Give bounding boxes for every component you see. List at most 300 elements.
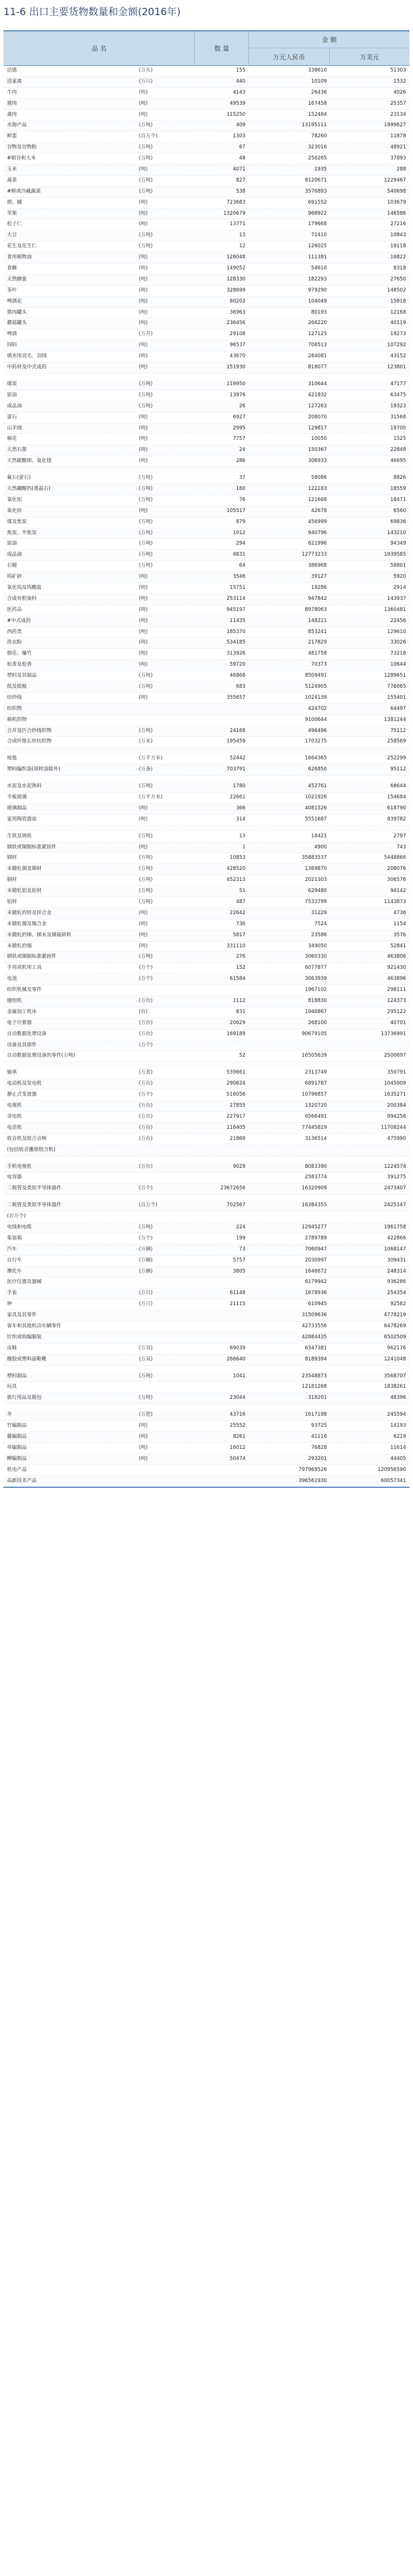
table-row [3, 1432, 410, 1443]
row-unit: (万台) [138, 1113, 153, 1120]
row-amount-usd: 252299 [387, 755, 406, 762]
row-unit: (万吨) [138, 899, 153, 905]
row-unit: (吨) [138, 447, 148, 453]
table-row [3, 1310, 410, 1321]
row-quantity: 428520 [226, 866, 245, 872]
table-row [3, 594, 410, 605]
row-unit: (万吨) [138, 403, 153, 409]
row-amount-usd: 1229467 [384, 177, 406, 183]
row-name: 收音机及组合音响 [7, 1135, 47, 1142]
row-amount-rmb: 42678 [311, 507, 327, 514]
row-quantity: 126048 [226, 254, 245, 261]
row-quantity: 534185 [226, 639, 245, 646]
row-unit: (万只) [138, 1301, 153, 1307]
row-quantity: 286 [236, 458, 245, 464]
row-quantity [193, 1211, 248, 1222]
row-quantity: 539661 [226, 1070, 245, 1076]
page-title: 11-6 出口主要货物数量和金额(2016年) [3, 6, 181, 18]
row-quantity: 13976 [229, 392, 245, 398]
row-quantity: 23044 [229, 1395, 245, 1401]
table-row [3, 1101, 410, 1112]
row-amount-rmb: 12773233 [301, 552, 327, 558]
table-row [3, 187, 410, 198]
row-unit: (万吨) [138, 188, 153, 194]
row-amount-usd: 22456 [390, 617, 406, 624]
row-amount-rmb: 1664365 [305, 755, 327, 762]
row-unit: (万个) [138, 1042, 153, 1048]
row-name: 谷物及谷物粉 [7, 144, 37, 151]
table-row [3, 1079, 410, 1090]
row-name: 玉米 [7, 166, 17, 173]
row-name: 静止式变流器 [7, 1092, 37, 1098]
row-name: 活家禽 [7, 78, 22, 84]
row-amount-rmb: 979290 [308, 287, 327, 293]
row-quantity: 313926 [226, 651, 245, 657]
row-amount-usd: 3576 [393, 932, 406, 938]
row-name: 自动数据处理设备的零件(万吨) [7, 1053, 76, 1059]
row-amount-usd: 288 [396, 166, 406, 173]
row-name: 塑料及其制品 [7, 673, 37, 679]
row-unit: (吨) [138, 617, 148, 624]
header-item: 品 名 [3, 31, 195, 65]
row-amount-rmb: 8509491 [305, 673, 327, 679]
row-unit: (万吨) [138, 727, 153, 734]
table-row [3, 1200, 410, 1211]
row-spacer [3, 1366, 410, 1372]
row-quantity [193, 1310, 248, 1321]
row-unit [139, 1277, 193, 1288]
export-table [3, 30, 410, 1488]
row-unit: (吨) [138, 458, 148, 464]
row-name: (百万个) [7, 1213, 26, 1220]
row-amount-usd: 1525 [393, 436, 406, 442]
table-row [3, 1211, 410, 1223]
row-unit: (万台) [138, 1163, 153, 1170]
row-quantity: 49539 [229, 100, 245, 106]
row-amount-usd: 1224574 [384, 1163, 406, 1170]
row-quantity: 160 [236, 485, 245, 492]
row-name: 电容器 [7, 1174, 22, 1181]
row-amount-rmb: 481758 [308, 651, 327, 657]
row-amount-usd: 1045909 [384, 1081, 406, 1087]
row-quantity: 8261 [233, 1433, 245, 1440]
row-amount-rmb: 8978063 [305, 606, 327, 613]
table-row [3, 804, 410, 815]
row-amount-rmb: 349050 [308, 943, 327, 949]
row-quantity: 276 [236, 954, 245, 960]
row-amount-rmb: 452761 [308, 783, 327, 790]
row-quantity: 24168 [229, 727, 245, 734]
row-amount-rmb: 93725 [311, 1423, 327, 1429]
row-quantity: 355657 [226, 694, 245, 701]
row-amount-usd: 11878 [390, 133, 406, 140]
table-row [3, 1421, 410, 1432]
row-unit: (吨) [138, 584, 148, 591]
row-amount-rmb: 179668 [308, 221, 327, 228]
row-amount-rmb: 10109 [311, 78, 327, 84]
row-unit: (吨) [138, 1423, 148, 1429]
row-amount-usd: 1241048 [384, 1356, 406, 1362]
row-quantity: 21115 [229, 1301, 245, 1307]
row-amount-usd: 10644 [390, 662, 406, 668]
row-amount-rmb: 122183 [308, 485, 327, 492]
row-unit: (吨) [138, 909, 148, 916]
row-amount-usd: 6219 [393, 1433, 406, 1440]
row-name: 未锻轧铝及铝材 [7, 888, 42, 894]
row-amount-usd: 254354 [387, 1290, 406, 1296]
row-name: 藤编制品 [7, 1433, 27, 1440]
row-unit [139, 1145, 193, 1156]
header-quantity: 数 量 [195, 31, 249, 65]
row-name: 啤酒 [7, 331, 17, 337]
row-name: 蔬菜 [7, 177, 17, 183]
table-row [3, 1145, 410, 1156]
table-row [3, 1123, 410, 1134]
row-name: 烟花、爆竹 [7, 651, 32, 657]
row-name: 医疗仪器及器械 [7, 1279, 42, 1285]
row-amount-usd: 1289651 [384, 673, 406, 679]
row-amount-usd: 123801 [387, 364, 406, 371]
row-amount-usd: 58801 [390, 563, 406, 569]
row-name: 未锻轧锡及锡合金 [7, 921, 47, 927]
row-amount-rmb: 19286 [311, 584, 327, 591]
row-name: 天然石墨 [7, 447, 27, 453]
table-row [3, 1234, 410, 1245]
row-amount-usd: 475990 [387, 1135, 406, 1142]
table-row [3, 473, 410, 484]
row-amount-usd: 148502 [387, 287, 406, 293]
table-row [3, 765, 410, 776]
row-amount-usd: 422866 [387, 1235, 406, 1241]
table-row [3, 815, 410, 826]
table-row [3, 329, 410, 340]
row-name: 氟石(萤石) [7, 475, 31, 481]
row-amount-usd: 208076 [387, 866, 406, 872]
row-quantity: 13 [239, 833, 245, 839]
row-name: 地毯 [7, 755, 17, 762]
row-amount-rmb: 1678936 [305, 1290, 327, 1296]
row-quantity: 3805 [233, 1268, 245, 1274]
row-unit: (吨) [138, 342, 148, 349]
row-name: 禽肉 [7, 111, 17, 118]
row-amount-rmb: 167458 [308, 100, 327, 106]
table-row [3, 318, 410, 329]
row-name: 家具及其零件 [7, 1312, 37, 1319]
row-quantity [193, 1321, 248, 1332]
row-quantity: 52 [239, 1053, 245, 1059]
row-unit: (吨) [138, 89, 148, 95]
row-amount-usd: 107292 [387, 342, 406, 349]
row-name: 煤炭 [7, 381, 17, 387]
row-amount-usd: 143210 [387, 530, 406, 536]
row-amount-rmb: 947842 [308, 595, 327, 602]
row-quantity: 51 [239, 888, 245, 894]
row-quantity: 702567 [226, 1202, 245, 1209]
row-quantity: 1012 [233, 530, 245, 536]
row-unit: (万个) [138, 1185, 153, 1192]
row-unit: (吨) [138, 921, 148, 927]
row-quantity: 487 [236, 899, 245, 905]
row-unit: (吨) [138, 276, 148, 282]
table-row [3, 754, 410, 765]
row-unit: (万吨) [138, 496, 153, 503]
row-amount-usd: 31568 [390, 414, 406, 420]
table-row [3, 952, 410, 963]
row-unit: (万吨) [138, 866, 153, 872]
table-row [3, 583, 410, 594]
row-name: 家用陶瓷器皿 [7, 816, 37, 822]
row-amount-usd: 1381244 [384, 716, 406, 723]
row-quantity: 119950 [226, 381, 245, 387]
row-unit: (万吨) [138, 552, 153, 558]
table-row [3, 919, 410, 930]
row-unit: (万吨) [138, 783, 153, 790]
row-amount-rmb: 127263 [308, 403, 327, 409]
row-amount-usd: 3568707 [384, 1373, 406, 1379]
row-name: 蘑菇罐头 [7, 320, 27, 326]
row-amount-rmb: 104049 [308, 298, 327, 304]
table-row [3, 165, 410, 176]
row-amount-usd: 540698 [387, 188, 406, 194]
table-row [3, 1410, 410, 1421]
row-quantity: 195459 [226, 738, 245, 745]
row-amount-rmb: 71410 [311, 232, 327, 239]
row-amount-usd: 2500697 [384, 1053, 406, 1059]
row-quantity: 59720 [229, 662, 245, 668]
row-unit: (吨) [138, 1444, 148, 1451]
row-amount-usd: 146586 [387, 210, 406, 216]
row-unit: (吨) [138, 574, 148, 580]
row-spacer [3, 1156, 410, 1162]
row-name: 成品油 [7, 403, 22, 409]
row-unit: (吨) [138, 595, 148, 602]
row-amount-usd: 10843 [390, 232, 406, 239]
row-amount-usd: 16822 [390, 254, 406, 261]
row-quantity: 23672656 [220, 1185, 245, 1192]
row-unit: (万套) [138, 1070, 153, 1076]
row-unit: (万吨) [138, 144, 153, 151]
row-amount-usd: 51303 [390, 67, 406, 73]
row-name: 设备及其部件 [7, 1042, 37, 1048]
row-amount-usd: 1143873 [384, 899, 406, 905]
row-amount-usd: 124373 [387, 998, 406, 1004]
row-quantity: 13 [239, 232, 245, 239]
row-amount-rmb: 293201 [308, 1455, 327, 1462]
row-unit: (吨) [138, 606, 148, 613]
row-name: 竹编制品 [7, 1423, 27, 1429]
row-amount-usd: 120956590 [378, 1466, 406, 1473]
table-row [3, 528, 410, 539]
row-name: 氧化钨及钨酸盐 [7, 584, 42, 591]
row-amount-rmb: 6179942 [305, 1279, 327, 1285]
row-name: 合成纤维长丝纺织物 [7, 738, 52, 745]
row-name: 铝材 [7, 899, 17, 905]
table-row [3, 154, 410, 165]
row-name: 电视机 [7, 1103, 22, 1109]
row-unit: (吨) [138, 166, 148, 173]
row-amount-usd: 391275 [387, 1174, 406, 1181]
row-amount-rmb: 16384355 [301, 1202, 327, 1209]
table-row [3, 253, 410, 264]
table-row [3, 1454, 410, 1465]
row-unit: (吨) [138, 199, 148, 205]
row-amount-usd: 47177 [390, 381, 406, 387]
row-name: 食糖 [7, 265, 17, 272]
row-amount-rmb: 250265 [308, 155, 327, 162]
row-unit: (吨) [138, 265, 148, 272]
row-quantity: 105517 [226, 507, 245, 514]
row-name: 原油 [7, 392, 17, 398]
row-amount-usd: 2425147 [384, 1202, 406, 1209]
row-amount-rmb: 1646672 [305, 1268, 327, 1274]
row-amount-rmb: 10050 [311, 436, 327, 442]
table-row [3, 495, 410, 506]
row-amount-usd: 48396 [390, 1395, 406, 1401]
row-unit [139, 1211, 193, 1222]
row-unit: (吨) [138, 287, 148, 293]
row-name: 石蜡 [7, 563, 17, 569]
row-unit: (万吨) [138, 1395, 153, 1401]
table-row [3, 1068, 410, 1079]
row-name: 塑料编织袋(周转袋除外) [7, 766, 60, 773]
row-amount-rmb: 1024139 [305, 694, 327, 701]
row-unit: (万吨) [138, 541, 153, 547]
row-quantity: 3546 [233, 574, 245, 580]
row-amount-rmb: 78260 [311, 133, 327, 140]
table-row [3, 390, 410, 401]
row-quantity: 199 [236, 1235, 245, 1241]
row-amount-usd: 68644 [390, 783, 406, 790]
row-amount-usd: 4026 [393, 89, 406, 95]
row-name: 天然蜂蜜 [7, 276, 27, 282]
table-row [3, 424, 410, 435]
row-amount-rmb: 42733556 [301, 1323, 327, 1329]
table-row [3, 930, 410, 941]
row-name: 电池 [7, 976, 17, 982]
row-quantity: 22642 [229, 909, 245, 916]
row-amount-rmb: 2021303 [305, 877, 327, 883]
row-unit [139, 1051, 193, 1061]
row-amount-rmb: 797969526 [298, 1466, 327, 1473]
table-row [3, 1465, 410, 1476]
row-unit: (万台) [138, 1135, 153, 1142]
table-row [3, 1333, 410, 1344]
row-unit: (吨) [138, 298, 148, 304]
row-amount-rmb: 318201 [308, 1395, 327, 1401]
row-amount-usd: 2914 [393, 584, 406, 591]
row-amount-usd: 5448866 [384, 855, 406, 861]
row-amount-usd: 5920 [393, 574, 406, 580]
row-name: 旅行用品及箱包 [7, 1395, 42, 1401]
row-amount-usd: 1154 [393, 921, 406, 927]
row-name: 金属加工机床 [7, 1008, 37, 1015]
row-unit: (万个) [138, 1235, 153, 1241]
row-name: 柳编制品 [7, 1455, 27, 1462]
row-amount-rmb: 1946867 [305, 1008, 327, 1015]
row-unit: (吨) [138, 353, 148, 360]
row-unit: (万吨) [138, 243, 153, 250]
row-amount-usd: 19700 [390, 425, 406, 431]
row-unit: (吨) [138, 844, 148, 850]
row-amount-usd: 1838261 [384, 1384, 406, 1390]
row-unit: (万吨) [138, 683, 153, 690]
row-amount-usd: 463806 [387, 954, 406, 960]
row-name: 松子仁 [7, 221, 22, 228]
row-spacer [3, 826, 410, 832]
row-unit: (万吨) [138, 381, 153, 387]
row-name: 纺织物 [7, 705, 22, 712]
table-row [3, 1051, 410, 1062]
table-row [3, 1018, 410, 1029]
row-quantity: 96537 [229, 342, 245, 349]
row-unit: (吨) [138, 254, 148, 261]
row-unit: (万吨) [138, 518, 153, 525]
row-unit: (万个) [138, 1092, 153, 1098]
row-quantity: 4831 [233, 552, 245, 558]
row-unit: (万台) [138, 1019, 153, 1026]
row-name: 猪肉罐头 [7, 309, 27, 315]
row-quantity: 149052 [226, 265, 245, 272]
table-row [3, 671, 410, 682]
row-quantity [193, 1145, 248, 1156]
row-unit: (吨) [138, 805, 148, 811]
row-name: 天然硼酸钙(重晶石) [7, 485, 51, 492]
row-quantity: 1112 [233, 998, 245, 1004]
table-row [3, 88, 410, 99]
row-unit: (万吨) [138, 155, 153, 162]
row-quantity: 366 [236, 805, 245, 811]
row-amount-usd: 73218 [390, 651, 406, 657]
row-unit: (万吨) [138, 855, 153, 861]
row-quantity: 227917 [226, 1113, 245, 1120]
row-amount-rmb: 8189394 [305, 1356, 327, 1362]
row-name: 电子计算器 [7, 1019, 32, 1026]
row-amount-usd: 27216 [390, 221, 406, 228]
table-row [3, 1443, 410, 1454]
row-name: 平板玻璃 [7, 794, 27, 800]
row-amount-usd: 46695 [390, 458, 406, 464]
row-amount-rmb [248, 1211, 329, 1222]
row-amount-rmb: 323016 [308, 144, 327, 151]
row-name: 纺织机械及零件 [7, 987, 42, 993]
table-row [3, 941, 410, 953]
row-quantity: 7757 [233, 436, 245, 442]
row-quantity: 538 [236, 188, 245, 194]
row-unit: (万吨) [138, 177, 153, 183]
row-amount-rmb: 9100644 [305, 716, 327, 723]
table-row [3, 1007, 410, 1018]
table-row [3, 445, 410, 456]
row-amount-usd: 258569 [387, 738, 406, 745]
row-name: 集装箱 [7, 1235, 22, 1241]
row-amount-rmb: 10796857 [301, 1092, 327, 1098]
row-quantity: 945197 [226, 606, 245, 613]
row-amount-rmb: 2313749 [305, 1070, 327, 1076]
row-unit: (吨) [138, 943, 148, 949]
row-name: 钢铁或铜制标准紧固件 [7, 954, 57, 960]
row-amount-rmb: 76828 [311, 1444, 327, 1451]
row-amount-rmb: 6077877 [305, 965, 327, 971]
row-amount-usd: 994258 [387, 1113, 406, 1120]
row-amount-rmb: 396561930 [298, 1477, 327, 1484]
row-unit: (万米) [138, 738, 153, 745]
row-amount-usd: 1961758 [384, 1224, 406, 1230]
row-amount-usd: 95112 [390, 766, 406, 773]
row-amount-usd: 200384 [387, 1103, 406, 1109]
row-unit [139, 704, 193, 715]
row-amount-rmb: 3060330 [305, 954, 327, 960]
row-amount-rmb: 621996 [308, 541, 327, 547]
